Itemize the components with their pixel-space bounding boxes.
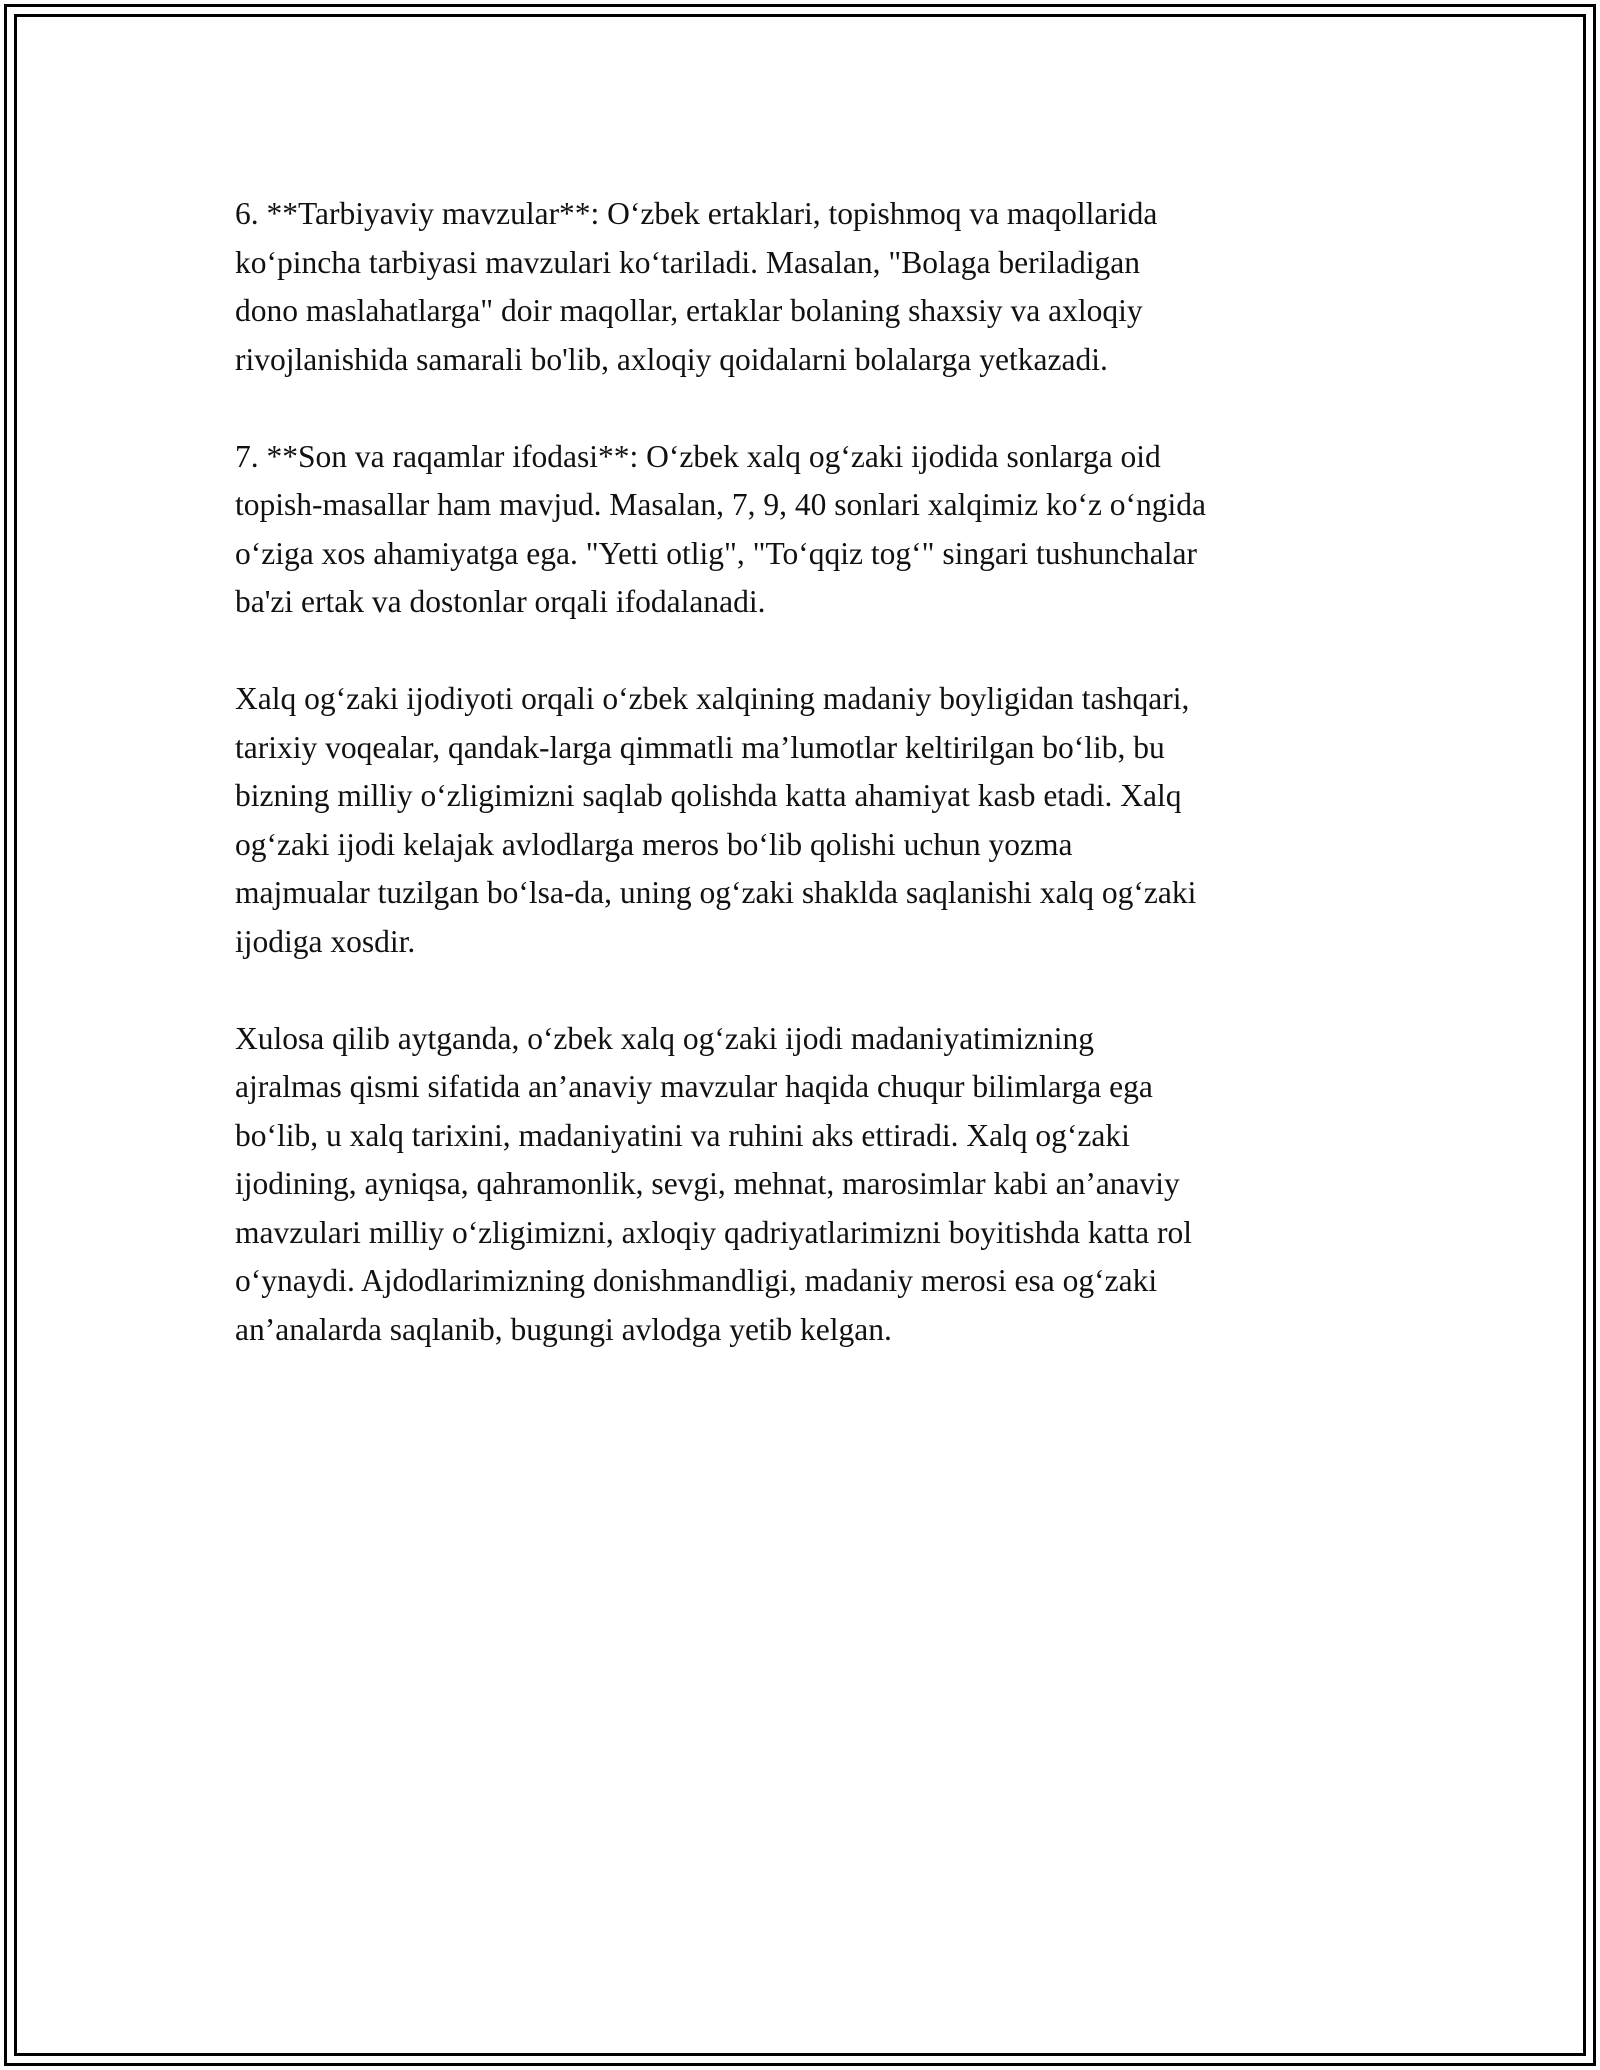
paragraph-xulosa: Xulosa qilib aytganda, o‘zbek xalq og‘zaki ijodi madaniyatimizning ajralmas qismi sifatida an’anaviy mavzular haqida chuqur bilimlarga ega bo‘lib, u xalq tarixini, madaniyatini va ruhini aks ettiradi. Xalq og‘zaki ijodining, ayniqsa, qahramonlik, sevgi, mehnat, marosimlar kabi an’anaviy mavzulari milliy o‘zligimizni, axloqiy qadriyatlarimizni boyitishda katta rol o‘ynaydi. Ajdodlarimizning donishmandligi, madaniy merosi esa og‘zaki an’analarda saqlanib, bugungi avlodga yetib kelgan. [235, 1020, 1193, 1347]
document-body [235, 190, 1375, 1403]
paragraph-xalq-ogzaki-ijodiyoti: Xalq og‘zaki ijodiyoti orqali o‘zbek xalqining madaniy boyligidan tashqari, tarixiy voqealar, qandak-larga qimmatli ma’lumotlar keltirilgan bo‘lib, bu bizning milliy o‘zligimizni saqlab qolishda katta ahamiyat kasb etadi. Xalq og‘zaki ijodi kelajak avlodlarga meros bo‘lib qolishi uchun yozma majmualar tuzilgan bo‘lsa-da, uning og‘zaki shaklda saqlanishi xalq og‘zaki ijodiga xosdir. [235, 681, 1197, 959]
paragraph-tarbiyaviy-mavzular: 6. **Tarbiyaviy mavzular**: O‘zbek ertaklari, topishmoq va maqollarida ko‘pincha tarbiyasi mavzulari ko‘tariladi. Masalan, "Bolaga beriladigan dono maslahatlarga" doir maqollar, ertaklar bolaning shaxsiy va axloqiy rivojlanishida samarali bo'lib, axloqiy qoidalarni bolalarga yetkazadi. [235, 196, 1158, 377]
paragraph-son-va-raqamlar: 7. **Son va raqamlar ifodasi**: O‘zbek xalq og‘zaki ijodida sonlarga oid topish-masallar ham mavjud. Masalan, 7, 9, 40 sonlari xalqimiz ko‘z o‘ngida o‘ziga xos ahamiyatga ega. "Yetti otlig", "To‘qqiz tog‘" singari tushunchalar ba'zi ertak va dostonlar orqali ifodalanadi. [235, 438, 1207, 619]
